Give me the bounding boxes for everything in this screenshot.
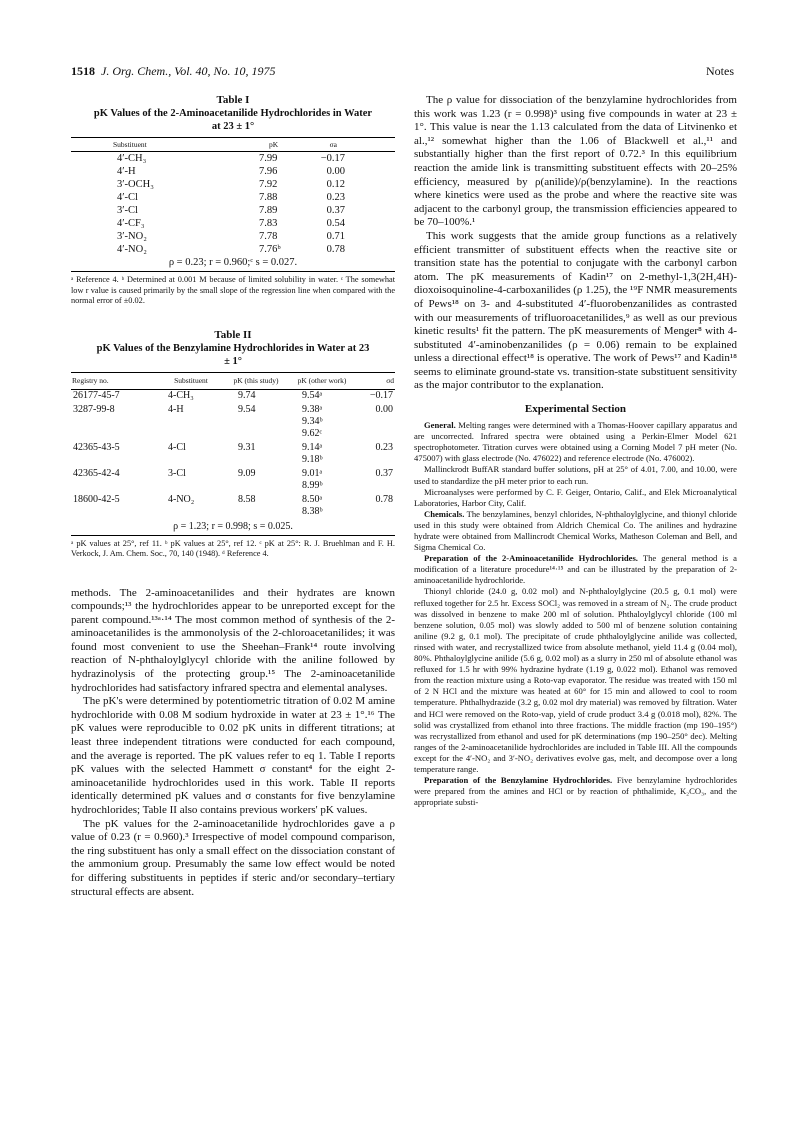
substituent-cell [160, 428, 222, 440]
table-2-header: pK (other work) [290, 372, 354, 389]
experimental-paragraph [414, 464, 737, 486]
sigma-cell [354, 454, 395, 466]
table-2-header: σd [354, 372, 395, 389]
table-2 [71, 329, 395, 560]
table-row [71, 230, 395, 243]
page-number: 1518 [71, 64, 95, 78]
experimental-section [414, 420, 737, 808]
pk-other-work-cell: 8.38ᵇ [302, 505, 323, 517]
pk-cell: 7.92 [259, 179, 278, 190]
sigma-cell: 0.37 [326, 205, 345, 216]
pk-this-study-cell: 9.09 [238, 467, 256, 479]
substituent-cell: 3-Cl [168, 467, 186, 479]
table-row [71, 389, 395, 402]
left-column [71, 94, 395, 899]
table-row [71, 440, 395, 454]
table-row [71, 165, 395, 178]
section-name: Notes [706, 64, 734, 78]
pk-this-study-cell: 9.31 [238, 441, 256, 453]
sigma-cell [354, 416, 395, 428]
registry-cell: 26177-45-7 [73, 389, 120, 401]
registry-cell: 3287-99-8 [73, 403, 115, 415]
paragraph-text: Thionyl chloride (24.0 g, 0.02 mol) and N-phthaloylglycine (20.5 g, 0.1 mol) were refluxed together for 2.5 hr. Excess SOCl₂ was removed in a stream of N₂. The crude product was dissolved in benzene to make 200 ml of solution. Phthaloylglycyl chloride (100 ml benzene solution, 0.05 mol) was slowly added to 500 ml of benzene solution containing aniline (9.2 g, 0.1 mol). The precipitate of crude phthaloylglycine anilide was collected, rinsed with water, and recrystallized twice from absolute methanol, yield 11.4 g (0.04 mol), 80%. Phthaloylglycine anilide (5.6 g, 0.02 mol) as a slurry in 250 ml of absolute ethanol was refluxed for 1.5 hr with 99% hydrazine hydrate (1.19 g, 0.022 mol). Ethanol was removed from the reaction mixture using a Roto-vap evaporator. The residue was treated with 150 ml of 2 N HCl and the mixture was heated at 60° for 15 min and allowed to cool to room temperature. Phthalhydrazide (3.2 g, 0.02 mol dry material) was removed by filtration. Water and HCl were removed on the Roto-vap, yield of crude product 3.4 g (0.018 mol), 82%. The solid was crystallized from ethanol into three fractions. The middle fraction (mp 190–195°) was recrystallized from ethanol and used for pK determinations (mp 190–250° dec). Melting ranges of the 2-aminoacetanilide hydrochlorides are included in Table III. All the compounds except for the 4′-NO₂ and 3′-NO₂ derivatives evolve gas, melt, and decompose over a long temperature range. [414, 586, 737, 774]
substituent-cell [160, 480, 222, 492]
table-1-title: pK Values of the 2-Aminoacetanilide Hydrochlorides in Water at 23 ± 1° [93, 108, 373, 132]
paragraph-text: The benzylamines, benzyl chlorides, N-phthaloylglycine, and thionyl chloride used in this study were obtained from Aldrich Chemical Co. The anilines and hydrazine hydrate were obtained from Mallincrodt Chemical Works, Matheson Coleman and Bell, and Sigma Chemical Co. [414, 508, 737, 553]
table-row [71, 402, 395, 416]
substituent-cell [160, 454, 222, 466]
pk-cell: 7.76ᵇ [259, 244, 281, 255]
sigma-cell: 0.37 [375, 467, 393, 479]
experimental-paragraph [414, 487, 737, 509]
paragraph-text: Five benzylamine hydrochlorides were prepared from the amines and HCl or by reaction of phthalimide, K₂CO₃, and the appropriate substi- [414, 775, 737, 808]
registry-cell [71, 416, 160, 428]
registry-cell: 42365-42-4 [73, 467, 120, 479]
pk-cell: 7.96 [259, 166, 278, 177]
table-1 [71, 94, 395, 307]
substituent-cell: 4′-NO₂ [117, 244, 147, 255]
substituent-cell: 4′-CF₃ [117, 218, 145, 229]
body-paragraph: methods. The 2-aminoacetanilides and their hydrates are known compounds;¹³ the hydrochlorides appear to be unreported except for the parent compound.¹³ᵃ·¹⁴ The most common method of synthesis of the 2-aminoacetanilides is the ammonolysis of the 2-chloroacetanilides; it was found most convenient to use the Sheehan–Frank¹⁴ route involving reaction of N-phthaloylglycyl chloride with the aniline followed by hydrazinolysis of the protecting group.¹⁵ The 2-aminoacetanilide hydrochlorides had satisfactory infrared spectra and elemental analyses. [71, 586, 395, 694]
pk-this-study-cell [222, 480, 290, 492]
sigma-cell: 0.00 [375, 403, 393, 415]
sigma-cell: −0.17 [369, 389, 393, 401]
runin-heading: Preparation of the 2-Aminoacetanilide Hydrochlorides. [424, 553, 638, 564]
pk-cell: 7.88 [259, 192, 278, 203]
experimental-paragraph [414, 420, 737, 464]
substituent-cell: 3′-NO₂ [117, 231, 147, 242]
sigma-cell [354, 506, 395, 518]
table-row [71, 217, 395, 230]
sigma-cell: 0.78 [326, 244, 345, 255]
table-2-title: pK Values of the Benzylamine Hydrochlorides in Water at 23 ± 1° [96, 342, 370, 367]
substituent-cell: 4′-H [117, 166, 136, 177]
table-row [71, 428, 395, 440]
registry-cell [71, 428, 160, 440]
substituent-cell: 4′-CH₃ [117, 153, 147, 164]
table-1-caption: Table I [216, 94, 250, 106]
substituent-cell: 3′-OCH₃ [117, 179, 154, 190]
runin-heading: Chemicals. [424, 508, 465, 519]
table-row [71, 480, 395, 492]
pk-other-work-cell: 9.01ᵃ [302, 467, 323, 479]
sigma-cell: 0.54 [326, 218, 345, 229]
pk-cell: 7.83 [259, 218, 278, 229]
table-row [71, 178, 395, 191]
experimental-heading: Experimental Section [524, 403, 627, 416]
pk-this-study-cell [222, 416, 290, 428]
sigma-cell: 0.78 [375, 493, 393, 505]
substituent-cell [160, 506, 222, 518]
table-row [71, 204, 395, 217]
body-paragraph: The pK's were determined by potentiometric titration of 0.02 M amine hydrochloride with 0.08 M sodium hydroxide in water at 23 ± 1°.¹⁶ The pK values were reproducible to 0.02 pK units in different titrations; at least three independent titrations were conducted for each compound, and the average is reported. The pK values refer to eq 1. Table I reports pK values with the selected Hammett σ constant⁴ for the eight 2-aminoacetanilide hydrochlorides used in this work. Table II reports identically determined pK values and σ constants for five benzylamine hydrochlorides; Table II also contains previous workers' pK values. [71, 695, 395, 816]
runin-heading: Preparation of the Benzylamine Hydrochlorides. [424, 775, 613, 786]
table-2-grid [71, 372, 395, 536]
pk-this-study-cell [222, 428, 290, 440]
registry-cell [71, 506, 160, 518]
pk-this-study-cell [222, 506, 290, 518]
substituent-cell: 4-NO₂ [168, 493, 195, 505]
paragraph-text: Microanalyses were performed by C. F. Geiger, Ontario, Calif., and Elek Microanalytical Laboratories, Harbor City, Calif. [414, 486, 737, 508]
table-row [71, 416, 395, 428]
table-1-header: σa [298, 138, 395, 152]
pk-this-study-cell: 9.54 [238, 403, 256, 415]
substituent-cell: 4-Cl [168, 441, 186, 453]
table-row [71, 454, 395, 466]
registry-cell: 42365-43-5 [73, 441, 120, 453]
experimental-paragraph [414, 509, 737, 553]
table-2-stats: ρ = 1.23; r = 0.998; s = 0.025. [71, 518, 395, 536]
sigma-cell: 0.12 [326, 179, 345, 190]
table-2-header: pK (this study) [222, 372, 290, 389]
page-header [71, 64, 734, 80]
sigma-cell [354, 428, 395, 440]
body-paragraph: The pK values for the 2-aminoacetanilide hydrochlorides gave a ρ value of 0.23 (r = 0.960).³ Irrespective of model compound comparison, the ring substituent has only a small effect on the dissociation constant of the ammonium group. Presumably the same low effect would be noted for differing substituents in peptides if steric and/or secondary–tertiary structural effects are absent. [71, 817, 395, 898]
registry-cell [71, 454, 160, 466]
table-row [71, 492, 395, 506]
paragraph-text: The general method is a modification of a literature procedure¹⁴·¹⁵ and can be illustrated by the preparation of 2-aminoacetanilide hydrochloride. [414, 553, 737, 586]
table-row [71, 466, 395, 480]
pk-other-work-cell: 8.50ᵃ [302, 493, 323, 505]
pk-other-work-cell: 8.99ᵇ [302, 479, 323, 491]
substituent-cell: 4-H [168, 403, 184, 415]
table-1-header: pK [229, 138, 298, 152]
body-paragraph: This work suggests that the amide group functions as a relatively efficient transmitter of substituent effects when the reactive site or transition state has the potential to conjugate with the carbonyl carbon atom. The pK measurements of Kadin¹⁷ on 2-methyl-1,3(2H,4H)-dioxoisoquinoline-4-carboxanilides (ρ 1.25), the ¹⁹F NMR measurements of Pews¹⁸ on 3- and 4-substituted 4′-fluorobenzanilides as contrasted with our measurements of trifluoroacetanilides,⁹ as well as our previous kinetic results¹ fit the pattern. The pK measurements of Menger⁸ with 4-substituted 4′-aminobenzanilides (ρ = 0.06) remain to be explained unless a directional effect¹⁸ is operative. The work of Pews¹⁷ and Kadin¹⁸ seems to eliminate ground-state vs. transition-state substituent sensitivity as the major contributor to the explanation. [414, 229, 737, 392]
right-column [414, 94, 737, 808]
pk-cell: 7.78 [259, 231, 278, 242]
pk-other-work-cell: 9.38ᵃ [302, 403, 323, 415]
sigma-cell: 0.23 [375, 441, 393, 453]
experimental-paragraph [414, 586, 737, 775]
substituent-cell: 4-CH₃ [168, 389, 194, 401]
table-2-notes: ᵃ pK values at 25°, ref 11. ᵇ pK values at 25°, ref 12. ᶜ pK at 25°: R. J. Bruehlman and F. H. Verkock, J. Am. Chem. Soc., 70, 140 (1948). ᵈ Reference 4. [71, 538, 395, 558]
pk-other-work-cell: 9.34ᵇ [302, 415, 323, 427]
table-row [71, 243, 395, 256]
pk-this-study-cell: 9.74 [238, 389, 256, 401]
table-row [71, 152, 395, 166]
sigma-cell [354, 480, 395, 492]
pk-other-work-cell: 9.54ᵃ [302, 389, 323, 401]
table-1-stats: ρ = 0.23; r = 0.960;ᶜ s = 0.027. [71, 256, 395, 272]
paragraph-text: Mallinckrodt BuffAR standard buffer solutions, pH at 25° of 4.01, 7.00, and 10.00, were used to standardize the pH meter prior to each run. [414, 464, 737, 486]
table-1-grid [71, 137, 395, 272]
pk-cell: 7.89 [259, 205, 278, 216]
experimental-paragraph [414, 553, 737, 586]
pk-this-study-cell: 8.58 [238, 493, 256, 505]
paragraph-text: Melting ranges were determined with a Thomas-Hoover capillary apparatus and are uncorrected. Infrared spectra were obtained using a Perkin-Elmer Model 621 spectrophotometer. Titration curves were obtained using a Corning Model 7 pH meter (No. 475007) with glass electrode (No. 476022) and reference electrode (No. 476002). [414, 420, 737, 464]
table-row [71, 506, 395, 518]
registry-cell: 18600-42-5 [73, 493, 120, 505]
substituent-cell [160, 416, 222, 428]
pk-other-work-cell: 9.18ᵇ [302, 453, 323, 465]
pk-other-work-cell: 9.14ᵃ [302, 441, 323, 453]
header-citation [71, 64, 276, 79]
table-2-header: Registry no. [71, 372, 160, 389]
pk-other-work-cell: 9.62ᶜ [302, 427, 323, 439]
left-body-text [71, 587, 395, 900]
table-row [71, 191, 395, 204]
runin-heading: General. [424, 420, 456, 431]
registry-cell [71, 480, 160, 492]
pk-cell: 7.99 [259, 153, 278, 164]
table-1-notes: ᵃ Reference 4. ᵇ Determined at 0.001 M because of limited solubility in water. ᶜ The somewhat low r value is caused primarily by the small slope of the regression line when compared with the normal error of ±0.02. [71, 275, 395, 305]
body-paragraph: The ρ value for dissociation of the benzylamine hydrochlorides from this work was 1.23 (r = 0.998)³ using five compounds in water at 23 ± 1°. This value is near the 1.13 calculated from the data of Litvinenko et al.,¹² somewhat higher than the 1.06 of Blackwell et al.,¹¹ and substantially higher than the first report of 0.72.³ In this equilibrium reaction the amide link is transmitting substituent effects with 20–25% efficiency, measured by ρ(anilide)/ρ(benzylamine). In the reactions where kinetics were used as the probe and where the reactive site was adjacent to the carbonyl group, the transmission efficiencies appeared to be 70–100%.¹ [414, 94, 737, 229]
substituent-cell: 4′-Cl [117, 192, 138, 203]
table-2-caption: Table II [214, 328, 252, 341]
journal-name: J. Org. Chem., Vol. 40, No. 10, 1975 [101, 64, 276, 78]
substituent-cell: 3′-Cl [117, 205, 138, 216]
sigma-cell: 0.71 [326, 231, 345, 242]
pk-this-study-cell [222, 454, 290, 466]
experimental-paragraph [414, 775, 737, 808]
table-1-header: Substituent [71, 138, 229, 152]
sigma-cell: 0.23 [326, 192, 345, 203]
sigma-cell: −0.17 [320, 153, 345, 164]
table-2-header: Substituent [160, 372, 222, 389]
sigma-cell: 0.00 [326, 166, 345, 177]
